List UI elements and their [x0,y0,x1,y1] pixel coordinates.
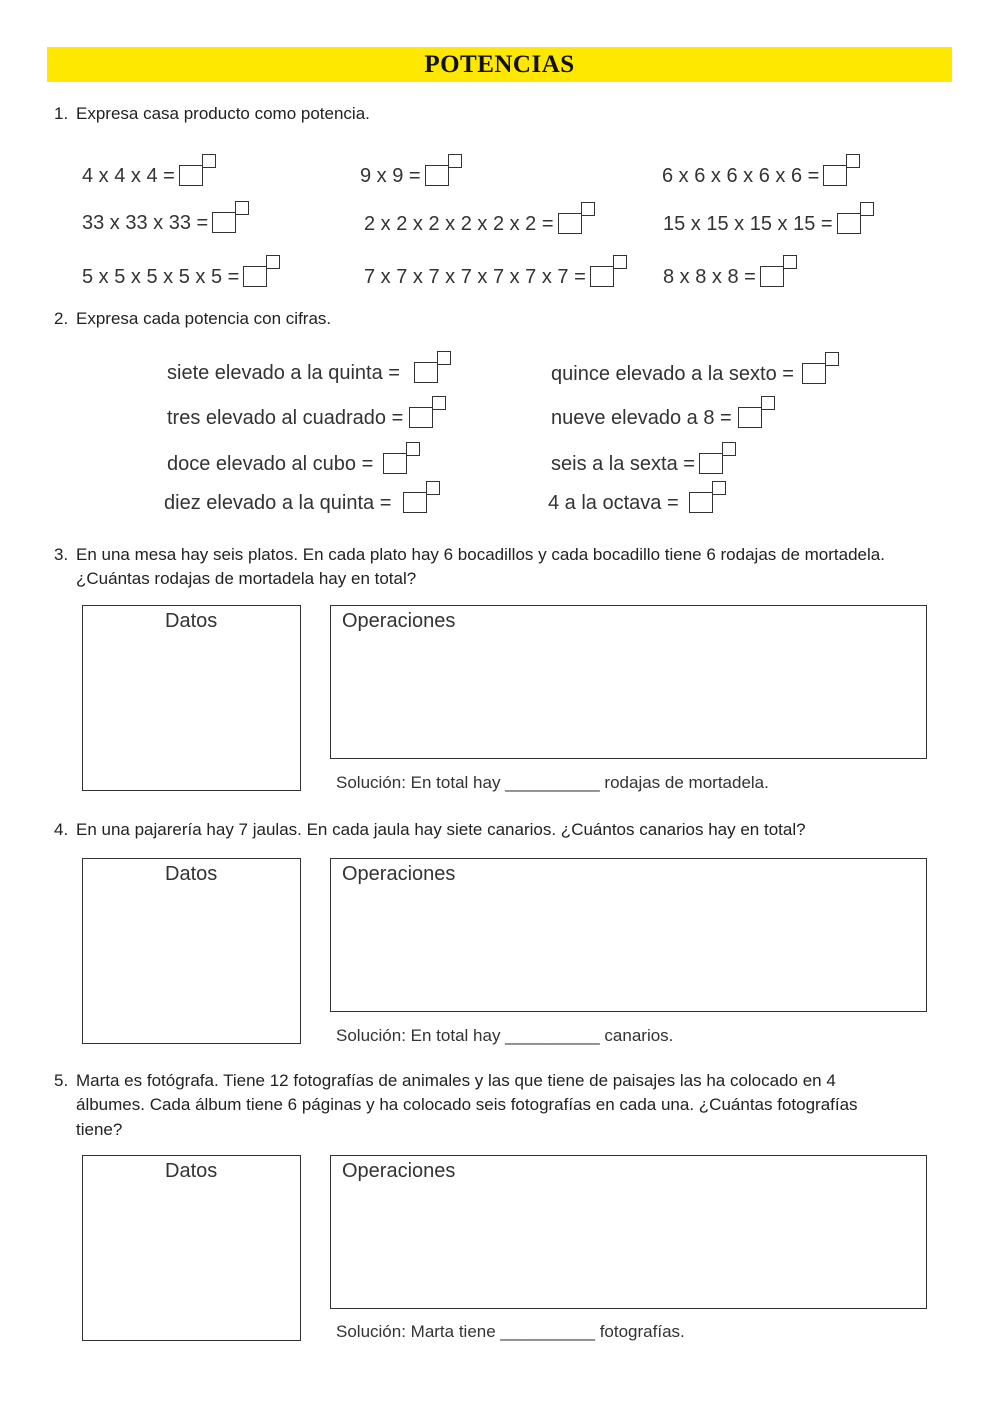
q1-item-6 [663,208,873,236]
q5-operaciones-box[interactable] [330,1155,927,1309]
q1-item-9-text: 8 x 8 x 8 = [663,266,756,288]
q2-item-4-power-box[interactable] [738,402,774,428]
q1-item-2-exponent-box[interactable] [448,154,462,168]
q1-item-8-exponent-box[interactable] [613,255,627,269]
q1-item-4 [82,207,248,235]
q5-datos-box[interactable] [82,1155,301,1341]
page-title: POTENCIAS [424,51,575,78]
q1-item-4-base-box[interactable] [212,212,236,233]
q4-operaciones-box[interactable] [330,858,927,1012]
question-4-line-1: En una pajarería hay 7 jaulas. En cada jaula hay siete canarios. ¿Cuántos canarios hay en total? [76,820,806,839]
q2-item-2-text: quince elevado a la sexto = [551,363,794,385]
question-2 [54,309,331,329]
question-2-text: Expresa cada potencia con cifras. [76,309,332,328]
q3-solucion: Solución: En total hay __________ rodajas de mortadela. [336,773,769,792]
q1-item-8-text: 7 x 7 x 7 x 7 x 7 x 7 x 7 = [364,266,586,288]
q1-item-2-base-box[interactable] [425,165,449,186]
q1-item-1-exponent-box[interactable] [202,154,216,168]
q5-datos-label: Datos [165,1160,218,1182]
q2-item-7-text: diez elevado a la quinta = [164,492,392,514]
q3-operaciones-label: Operaciones [342,610,456,632]
q1-item-1-text: 4 x 4 x 4 = [82,165,175,187]
q1-item-7 [82,261,279,289]
q1-item-7-base-box[interactable] [243,266,267,287]
q5-solucion: Solución: Marta tiene __________ fotografías. [336,1322,685,1341]
q1-item-7-exponent-box[interactable] [266,255,280,269]
q1-item-4-power-box[interactable] [212,207,248,233]
q1-item-8-power-box[interactable] [590,261,626,287]
q1-item-8-base-box[interactable] [590,266,614,287]
q2-item-6-power-box[interactable] [699,448,735,474]
q1-item-7-text: 5 x 5 x 5 x 5 x 5 = [82,266,240,288]
title-banner [47,47,952,82]
q2-item-8-base-box[interactable] [689,492,713,513]
q1-item-2-text: 9 x 9 = [360,165,421,187]
q2-item-4-exponent-box[interactable] [761,396,775,410]
q2-item-5-text: doce elevado al cubo = [167,453,374,475]
q2-item-1-exponent-box[interactable] [437,351,451,365]
question-3 [54,545,885,565]
q2-item-8-exponent-box[interactable] [712,481,726,495]
q4-datos-box[interactable] [82,858,301,1044]
q2-item-5-power-box[interactable] [383,448,419,474]
q3-datos-label: Datos [165,610,218,632]
question-5-line-1: Marta es fotógrafa. Tiene 12 fotografías de animales y las que tiene de paisajes las ha colocado en 4 [76,1071,836,1090]
q1-item-1-power-box[interactable] [179,160,215,186]
q2-item-3-power-box[interactable] [409,402,445,428]
question-3-line-1: En una mesa hay seis platos. En cada plato hay 6 bocadillos y cada bocadillo tiene 6 rodajas de mortadela. [76,545,885,564]
q2-item-6 [551,448,735,476]
question-5-number: 5. [54,1071,69,1090]
q5-operaciones-label: Operaciones [342,1160,456,1182]
question-1-number: 1. [54,104,69,123]
q2-item-3-exponent-box[interactable] [432,396,446,410]
q2-item-7-power-box[interactable] [403,487,439,513]
question-3-number: 3. [54,545,69,564]
q4-datos-label: Datos [165,863,218,885]
question-4-number: 4. [54,820,69,839]
q1-item-3-power-box[interactable] [823,160,859,186]
q1-item-3-text: 6 x 6 x 6 x 6 x 6 = [662,165,820,187]
q1-item-5-text: 2 x 2 x 2 x 2 x 2 x 2 = [364,213,554,235]
q1-item-5 [364,208,594,236]
question-1-text: Expresa casa producto como potencia. [76,104,370,123]
q2-item-5-exponent-box[interactable] [406,442,420,456]
q1-item-1-base-box[interactable] [179,165,203,186]
q2-item-2-exponent-box[interactable] [825,352,839,366]
q1-item-6-exponent-box[interactable] [860,202,874,216]
question-5 [54,1071,836,1091]
q2-item-3-base-box[interactable] [409,407,433,428]
q2-item-7 [164,487,439,515]
q1-item-2-power-box[interactable] [425,160,461,186]
q2-item-8-text: 4 a la octava = [548,492,679,514]
q1-item-4-text: 33 x 33 x 33 = [82,212,209,234]
q2-item-8 [548,487,725,515]
q2-item-2-base-box[interactable] [802,363,826,384]
question-4 [54,820,806,840]
q2-item-7-base-box[interactable] [403,492,427,513]
q1-item-9-base-box[interactable] [760,266,784,287]
q4-solucion: Solución: En total hay __________ canarios. [336,1026,674,1045]
q4-operaciones-label: Operaciones [342,863,456,885]
q2-item-3 [167,402,445,430]
q1-item-3-exponent-box[interactable] [846,154,860,168]
q2-item-7-exponent-box[interactable] [426,481,440,495]
q2-item-1-text: siete elevado a la quinta = [167,362,400,384]
q1-item-6-text: 15 x 15 x 15 x 15 = [663,213,833,235]
q2-item-4 [551,402,774,430]
question-1 [54,104,370,124]
q1-item-5-power-box[interactable] [558,208,594,234]
q2-item-4-base-box[interactable] [738,407,762,428]
q1-item-5-base-box[interactable] [558,213,582,234]
q2-item-8-power-box[interactable] [689,487,725,513]
q2-item-5 [167,448,419,476]
q2-item-4-text: nueve elevado a 8 = [551,407,732,429]
question-3-line-2: ¿Cuántas rodajas de mortadela hay en total? [76,569,417,588]
q3-operaciones-box[interactable] [330,605,927,759]
q2-item-6-base-box[interactable] [699,453,723,474]
q2-item-3-text: tres elevado al cuadrado = [167,407,404,429]
q1-item-6-base-box[interactable] [837,213,861,234]
q3-datos-box[interactable] [82,605,301,791]
q1-item-1 [82,160,215,188]
q1-item-5-exponent-box[interactable] [581,202,595,216]
q2-item-6-exponent-box[interactable] [722,442,736,456]
q1-item-4-exponent-box[interactable] [235,201,249,215]
q2-item-1-power-box[interactable] [414,357,450,383]
q1-item-6-power-box[interactable] [837,208,873,234]
q2-item-1 [167,357,450,385]
q2-item-6-text: seis a la sexta = [551,453,695,475]
q2-item-5-base-box[interactable] [383,453,407,474]
q1-item-7-power-box[interactable] [243,261,279,287]
q2-item-2-power-box[interactable] [802,358,838,384]
q1-item-2 [360,160,461,188]
question-5-line-2: álbumes. Cada álbum tiene 6 páginas y ha colocado seis fotografías en cada una. ¿Cuántas fotografías [76,1095,858,1114]
q1-item-9-power-box[interactable] [760,261,796,287]
q1-item-9 [663,261,796,289]
q1-item-9-exponent-box[interactable] [783,255,797,269]
q1-item-3-base-box[interactable] [823,165,847,186]
question-5-line-3: tiene? [76,1120,123,1139]
q2-item-1-base-box[interactable] [414,362,438,383]
q1-item-3 [662,160,859,188]
q2-item-2 [551,358,838,386]
q1-item-8 [364,261,626,289]
question-2-number: 2. [54,309,69,328]
